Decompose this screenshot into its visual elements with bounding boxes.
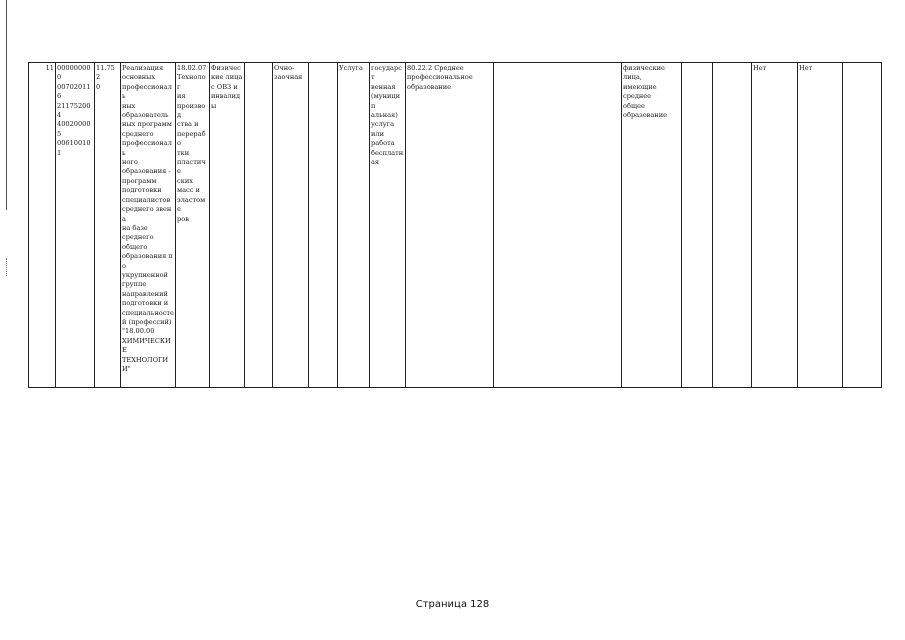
education-form: Очно- заочная [274, 64, 303, 82]
form-cell [273, 63, 309, 388]
flag-value-2: Нет [799, 64, 813, 72]
consumer-category: физические лица, имеющие среднее общее образование [623, 64, 667, 120]
registry-table [28, 62, 882, 388]
empty-cell-4 [682, 63, 713, 388]
code2: 11.752 0 [96, 64, 115, 91]
type-cell [338, 63, 370, 388]
empty-cell-3 [494, 63, 622, 388]
consumers-cell [210, 63, 245, 388]
page-number-label: Страница 128 [415, 599, 490, 610]
service-kind: государст венная (муницип альная) услуга или работа бесплатн ая [371, 64, 404, 167]
registry-code: 000000000 007020116 211752004 400200005 006100101 [57, 64, 91, 157]
empty-cell-1 [245, 63, 273, 388]
okved-code: 80.22.2 Среднее профессиональное образование [407, 64, 473, 91]
service-type: Услуга [339, 64, 363, 72]
service-kind-cell [370, 63, 406, 388]
empty-cell-6 [843, 63, 882, 388]
table-row [29, 63, 882, 388]
empty-cell-2 [309, 63, 338, 388]
specialty-name: 18.02.07 Технолог ия производ ства и перерабо тки пластиче ских масс и эластоме ров [177, 64, 207, 223]
left-margin-line [6, 0, 7, 210]
row-number-cell [29, 63, 56, 388]
flag-value-1: Нет [753, 64, 767, 72]
code2-cell [95, 63, 121, 388]
category-cell [622, 63, 682, 388]
okved-cell [406, 63, 494, 388]
specialty-cell [176, 63, 210, 388]
page-footer [0, 599, 905, 610]
row-number: 11 [45, 64, 54, 72]
empty-cell-5 [713, 63, 752, 388]
program-cell [121, 63, 176, 388]
flag-cell-2 [798, 63, 843, 388]
registry-code-cell [56, 63, 95, 388]
program-name: Реализация основных профессиональ ных образователь ных программ среднего профессиональ ного образования - программ подготовки специалистов среднего звена на базе среднего общего образования по укрупненной группе направлений подготовки и специальносте й (профессий) "18.00.00 ХИМИЧЕСКИ Е ТЕХНОЛОГИ И" [122, 64, 174, 373]
consumers-text: Физичес кие лица с ОВЗ и инвалид ы [211, 64, 243, 110]
flag-cell-1 [752, 63, 798, 388]
left-margin-dots [6, 258, 8, 276]
